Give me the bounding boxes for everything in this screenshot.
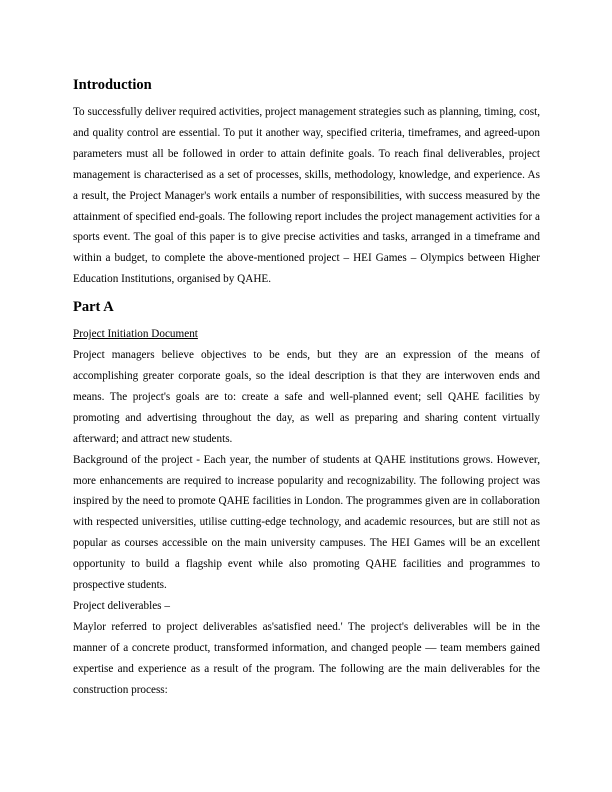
objectives-paragraph: Project managers believe objectives to be ends, but they are an expression of the means of accomplishing greater corporate goals, so the ideal description is that they are interwoven ends and means. The project's goals are to: create a safe and well-planned event; sell QAHE facilities by promoting and advertising throughout the day, as well as preparing and sharing content virtually afterward; and attract new students. — [73, 349, 540, 445]
deliverables-label: Project deliverables – — [73, 599, 170, 612]
deliverables-paragraph: Maylor referred to project deliverables as'satisfied need.' The project's deliverables will be in the manner of a concrete product, transformed information, and changed people — team members gained expertise and experience as a result of the program. The following are the main deliverables for the construction process: — [73, 620, 540, 696]
project-initiation-subheading: Project Initiation Document — [73, 328, 198, 341]
part-a-heading: Part A — [73, 299, 114, 316]
document-page — [73, 74, 540, 700]
introduction-paragraph: To successfully deliver required activities, project management strategies such as planning, timing, cost, and quality control are essential. To put it another way, specified criteria, timeframes, and agreed-upon parameters must all be followed in order to attain definite goals. To reach final deliverables, project management is characterised as a set of processes, skills, methodology, knowledge, and experience. As a result, the Project Manager's work entails a number of responsibilities, with success measured by the attainment of specified end-goals. The following report includes the project management activities for a sports event. The goal of this paper is to give precise activities and tasks, arranged in a timeframe and within a budget, to complete the above-mentioned project – HEI Games – Olympics between Higher Education Institutions, organised by QAHE. — [73, 106, 540, 286]
background-paragraph: Background of the project - Each year, the number of students at QAHE institutions grows. However, more enhancements are required to increase popularity and recognizability. The following project was inspired by the need to promote QAHE facilities in London. The programmes given are in collaboration with respected universities, utilise cutting-edge technology, and academic resources, but are still not as popular as courses accessible on the main university campuses. The HEI Games will be an excellent opportunity to build a flagship event while also promoting QAHE facilities and programmes to prospective students. — [73, 453, 540, 592]
introduction-heading: Introduction — [73, 77, 152, 93]
